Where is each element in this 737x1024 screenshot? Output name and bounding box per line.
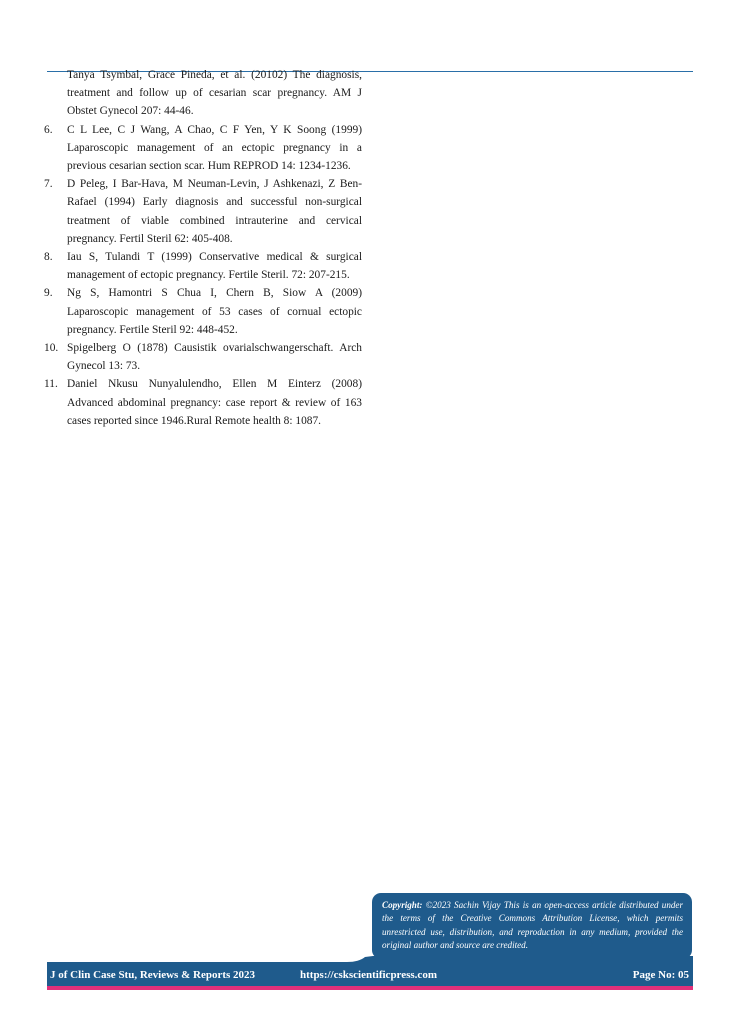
reference-number: 6. — [44, 123, 53, 136]
reference-item — [44, 375, 362, 430]
reference-item — [44, 66, 362, 121]
reference-text: Iau S, Tulandi T (1999) Conservative medical & surgical management of ectopic pregnancy. Fertile Steril. 72: 207-215. — [67, 251, 362, 282]
reference-number: 10. — [44, 342, 59, 355]
journal-citation: J of Clin Case Stu, Reviews & Reports 2023 — [50, 969, 256, 981]
reference-text: Tanya Tsymbal, Grace Pineda, et al. (20102) The diagnosis, treatment and follow up of cesarian scar pregnancy. AM J Obstet Gynecol 207: 44-46. — [67, 69, 362, 118]
reference-number: 9. — [44, 287, 53, 300]
page-number: Page No: 05 — [632, 969, 689, 981]
footer-tab-shape — [47, 956, 693, 965]
reference-text: Ng S, Hamontri S Chua I, Chern B, Siow A (2009) Laparoscopic management of 53 cases of cornual ectopic pregnancy. Fertile Steril 92: 448-452. — [67, 287, 362, 336]
reference-item — [44, 284, 362, 339]
copyright-box — [372, 893, 692, 959]
reference-list — [44, 66, 362, 430]
reference-text: Spigelberg O (1878) Causistik ovarialschwangerschaft. Arch Gynecol 13: 73. — [67, 342, 362, 373]
journal-url-link[interactable]: https://cskscientificpress.com — [300, 969, 437, 981]
reference-number: 7. — [44, 178, 53, 191]
reference-text: C L Lee, C J Wang, A Chao, C F Yen, Y K Soong (1999) Laparoscopic management of an ectopic pregnancy in a previous cesarian section scar. Hum REPROD 14: 1234-1236. — [67, 123, 362, 173]
reference-number: 8. — [44, 251, 53, 264]
reference-text: D Peleg, I Bar-Hava, M Neuman-Levin, J Ashkenazi, Z Ben-Rafael (1994) Early diagnosis and successful non-surgical treatment of viable combined intrauterine and cervical pregnancy. Fertil Steril 62: 405-408. — [67, 178, 362, 245]
copyright-text: ©2023 Sachin Vijay This is an open-access article distributed under the terms of the Creative Commons Attribution License, which permits unrestricted use, distribution, and reproduction in any medium, provided the original author and source are credited. — [382, 900, 683, 951]
footer-bar — [47, 965, 693, 986]
footer-accent-rule — [47, 986, 693, 990]
reference-item — [44, 121, 362, 176]
reference-item — [44, 248, 362, 284]
reference-number: 11. — [44, 378, 58, 391]
reference-item — [44, 339, 362, 375]
copyright-label: Copyright: — [382, 900, 423, 910]
reference-item — [44, 175, 362, 248]
reference-text: Daniel Nkusu Nunyalulendho, Ellen M Einterz (2008) Advanced abdominal pregnancy: case report & review of 163 cases reported since 1946.Rural Remote health 8: 1087. — [67, 378, 362, 427]
